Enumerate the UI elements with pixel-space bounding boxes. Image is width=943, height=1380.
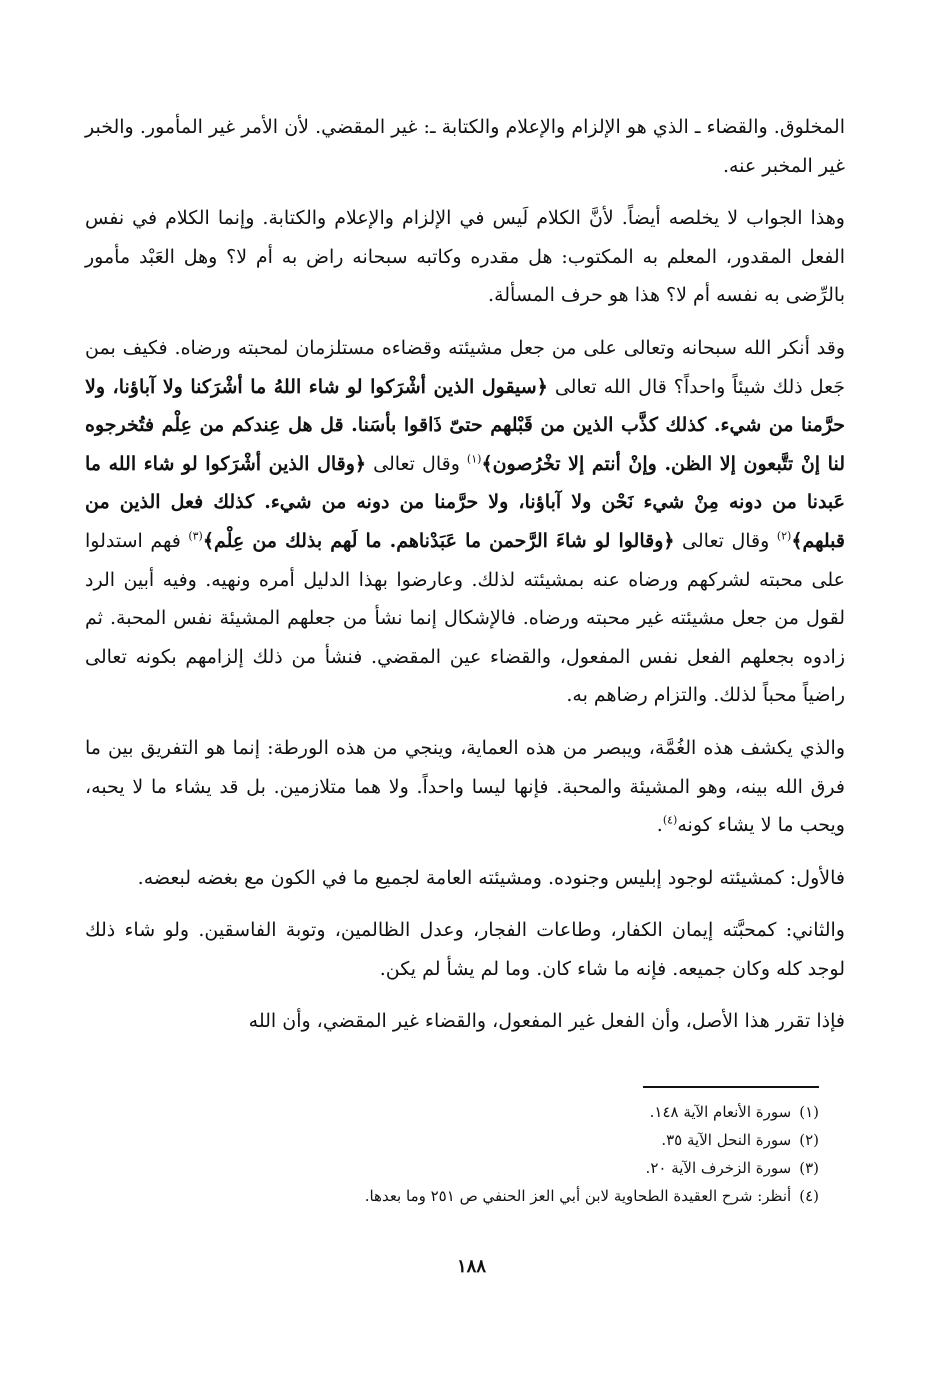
paragraph-6 — [85, 911, 845, 988]
footnote-text: سورة الزخرف الآية ٢٠. — [645, 1159, 792, 1177]
paragraph-7 — [85, 1002, 845, 1041]
footnote-divider — [643, 1086, 819, 1088]
footnote-text: سورة الأنعام الآية ١٤٨. — [649, 1103, 792, 1121]
footnote-item — [119, 1154, 819, 1182]
prose-segment: وقال تعالى — [674, 529, 777, 552]
paragraph-text: كمحبَّته إيمان الكفار، وطاعات الفجار، وعدل الظالمين، وتوبة الفاسقين. ولو شاء ذلك لوجد كله وكان جميعه. فإنه ما شاء كان. وما لم يشأ لم يكن. — [85, 919, 845, 980]
footnote-ref-1[interactable]: (١) — [466, 452, 482, 466]
footnote-text: سورة النحل الآية ٣٥. — [661, 1131, 792, 1149]
paragraph-text: كمشيئته لوجود إبليس وجنوده. ومشيئته العامة لجميع ما في الكون مع بغضه لبعضه. — [137, 866, 784, 889]
prose-segment: وقال تعالى — [366, 452, 467, 475]
footnotes — [119, 1098, 819, 1210]
footnote-number: (١) — [799, 1103, 819, 1121]
paragraph-4 — [85, 729, 845, 845]
paragraph-text: والذي يكشف هذه الغُمَّة، ويبصر من هذه العماية، وينجي من هذه الورطة: إنما هو التفريق بين ما فرق الله بينه، وهو المشيئة والمحبة. فإنها ليسا واحداً. ولا هما متلازمين. بل قد يشاء ما لا يحبه، ويحب ما لا يشاء كونه — [85, 736, 845, 837]
footnote-item — [119, 1098, 819, 1126]
quran-verse-nahl: ﴿وقال الذين أشْرَكوا لو شاء الله ما عَبدنا من دونه مِنْ شيء نَحْن ولا آباؤنا، ولا حرَّمنا من دونه من شيء. كذلك فعل الذين من قبلهم﴾ — [85, 452, 845, 552]
prose-segment: فهم استدلوا على محبته لشركهم ورضاه عنه بمشيئته لذلك. وعارضوا بهذا الدليل أمره ونهيه. وفيه أبين الرد لقول من جعل مشيئته غير محبته ورضاه. فالإشكال إنما نشأ من جعلهم المشيئة نفس المحبة. ثم زادوه بجعلهم الفعل نفس المفعول، والقضاء عين المقضي. فنشأ من ذلك إلزامهم بكونه تعالى راضياً محباً لذلك. والتزام رضاهم به. — [85, 529, 845, 707]
footnote-text: أنظر: شرح العقيدة الطحاوية لابن أبي العز الحنفي ص ٢٥١ وما بعدها. — [364, 1187, 792, 1205]
footnote-item — [119, 1182, 819, 1210]
paragraph-2 — [85, 199, 845, 315]
paragraph-text: وهذا الجواب لا يخلصه أيضاً. لأنَّ الكلام لَيس في الإلزام والإعلام والكتابة. وإنما الكلام في نفس الفعل المقدور، المعلم به المكتوب: هل مقدره وكاتبه سبحانه راض به أم لا؟ وهل العَبْد مأمور بالرِّضى به نفسه أم لا؟ هذا هو حرف المسألة. — [85, 207, 845, 307]
footnote-ref-4[interactable]: (٤) — [662, 813, 678, 827]
page-number: ١٨٨ — [456, 1256, 486, 1277]
prose-segment: وقد أنكر الله سبحانه وتعالى على من جعل مشيئته وقضاءه مستلزمان لمحبته ورضاه. فكيف بمن جَعل ذلك شيئاً واحداً؟ قال الله تعالى — [85, 336, 845, 398]
footnote-number: (٤) — [799, 1187, 819, 1205]
paragraph-lead: فالأول: — [783, 866, 845, 889]
paragraph-end: . — [656, 814, 663, 837]
paragraph-1 — [85, 108, 845, 185]
footnote-item — [119, 1126, 819, 1154]
main-text — [85, 108, 845, 1055]
quran-verse-anam: ﴿سيقول الذين أشْرَكوا لو شاء اللهُ ما أشْرَكنا ولا آباؤنا، ولا حرَّمنا من شيء. كذلك كذَّب الذين من قَبْلهم حتىّ ذَاقوا بأسَنا. قل هل عِندكم من عِلْم فتُخرجوه لنا إنْ تتَّبعون إلا الظن. وإنْ أنتم إلا تخْرُصون﴾ — [85, 375, 845, 475]
quran-verse-zukhruf: ﴿وقالوا لو شاءَ الرَّحمن ما عَبَدْناهم. ما لَهم بذلك من عِلْم﴾ — [202, 529, 675, 552]
paragraph-text: فإذا تقرر هذا الأصل، وأن الفعل غير المفعول، والقضاء غير المقضي، وأن الله — [248, 1010, 845, 1033]
footnote-number: (٢) — [799, 1131, 819, 1149]
paragraph-text: المخلوق. والقضاء ـ الذي هو الإلزام والإعلام والكتابة ـ: غير المقضي. لأن الأمر غير المأمور. والخبر غير المخبر عنه. — [85, 116, 845, 177]
paragraph-lead: والثاني: — [776, 919, 845, 942]
footnote-ref-3[interactable]: (٣) — [188, 529, 203, 543]
paragraph-3 — [85, 329, 845, 715]
footnote-number: (٣) — [799, 1159, 819, 1177]
footnote-ref-2[interactable]: (٢) — [776, 529, 792, 543]
paragraph-5 — [85, 859, 845, 898]
